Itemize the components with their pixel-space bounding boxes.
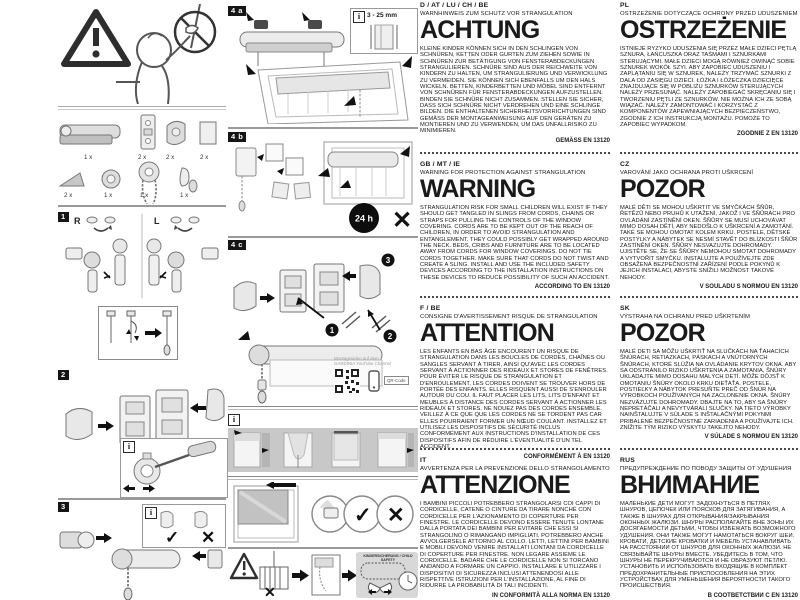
warning-heading: WARNING — [420, 175, 536, 203]
part-roller-blind — [58, 118, 124, 152]
standard-reference: CONFORMÉMENT À EN 13120 — [523, 453, 610, 460]
child-safety-strip — [228, 551, 418, 599]
operation-thumb-3 — [324, 428, 370, 472]
step-1-badge: 1 — [58, 212, 69, 222]
warning-block-ru — [620, 457, 798, 599]
part-qty: 1 x — [84, 154, 93, 161]
warning-body: I BAMBINI PICCOLI POTREBBERO STRANGOLARSI COI CAPPI DI CORDICELLE, CATENE O CINTURE DA TIRARE NONCHÉ CON CORDICELLE PER L'AZIONAMENTO DI COPERTURE PER FINESTRE. LE CORDICELLE DEVONO ESSERE TENUTE LONTANE DALLA PORTATA DEI BAMBINI PER EVITARE CHE ESSI SI STRANGOLINO O RIMANGANO IMPIGLIATI. POTREBBERO ANCHE AVVOLGERSELE ATTORNO AL COLLO. LETTI, LETTINI PER BAMBINI E MOBILI DEVONO VENIRE INSTALLATI LONTANI DA CORDICELLE DI COPERTURE PER FINESTRE. NON LEGARE ASSIEME LE CORDICELLE. BADARE CHE LE CORDICELLE NON SI TORCANO ANDANDO A FORMARE UN CAPPIO. INSTALLARE E UTILIZZARE I DISPOSITIVI DI SICUREZZA INCLUSI ATTENENDOSI ALLE RISPETTIVE ISTRUZIONI PER L'INSTALLAZIONE, AL FINE DI RIDURRE LA PROBABILITÀ DI TALI INCIDENTI. — [420, 501, 609, 590]
standard-reference: GEMÄSS EN 13120 — [555, 137, 610, 144]
warning-body: ISTNIEJE RYZYKO UDUSZENIA SIĘ PRZEZ MAŁE DZIECI PĘTLĄ SZNURA, ŁAŃCUSZKA ORAZ TAŚMAMI I SZNURKAMI STERUJĄCYMI. MAŁE DZIECI MOGĄ RÓWNIEŻ OWINĄĆ SOBIE SZNUREK WOKÓŁ SZYI. ABY ZAPOBIEC UDUSZENIU I ZAPLĄTANIU SIĘ W SZNUREK, NALEŻY TRZYMAĆ SZNURKI Z DALA OD ZASIĘGU DZIECI. ŁÓŻKA I ŁÓŻECZKA DZIECIĘCE ZNAJDUJĄCE SIĘ W POBLIŻU SZNURKÓW STERUJĄCYCH NALEŻY PRZESUNĄĆ. NALEŻY ZAPOBIEGAĆ SKRĘCANIU SIĘ I TWORZENIU PĘTLI ZE SZNURKÓW. NIE MOŻNA ICH ZE SOBĄ WIĄZAĆ. NALEŻY ZAMONTOWAĆ I KORZYSTAĆ Z KOMPONENTÓW ZAPEWNIAJĄCYCH BEZPIECZEŃSTWO, ZGODNIE Z ICH INSTRUKCJĄ MONTAŻU. POMOŻE TO ZAPOBIEC WYPADKOM. — [620, 46, 797, 129]
x-icon: ✕ — [264, 584, 276, 599]
step-marker-2: 2 — [387, 332, 393, 341]
part-qty: 1 x — [104, 192, 113, 199]
warning-heading: POZOR — [620, 175, 705, 203]
cure-time-label: 24 h — [354, 213, 374, 224]
part-qty: 1 x — [180, 192, 189, 199]
info-icon: i — [353, 11, 365, 23]
warning-column-1 — [420, 2, 610, 600]
standard-reference: V SÚLADE S NORMOU EN 13120 — [704, 434, 798, 441]
warning-heading: POZOR — [620, 319, 705, 347]
step-1-diagram — [58, 210, 226, 302]
part-qty: 2 x — [138, 154, 147, 161]
warning-block-gb — [420, 161, 610, 290]
chain-threading-diagram — [99, 307, 177, 359]
divider — [420, 152, 610, 154]
step-1 — [58, 210, 226, 302]
step-4b-badge: 4 b — [228, 132, 246, 142]
warning-body: МАЛЕНЬКИЕ ДЕТИ МОГУТ ЗАДОХНУТЬСЯ В ПЕТЛЯХ ШНУРОВ, ЦЕПОЧЕК ИЛИ ПОЯСКОВ ДЛЯ ЗАТЯГИВАНИЯ, А ТАКЖЕ В ШНУРАХ ДЛЯ ОТКРЫВАНИЯ/ЗАКРЫВАНИЯ ОКОННЫХ ЖАЛЮЗИ. ШНУРЫ РАСПОЛАГАЙТЕ ВНЕ ЗОНЫ ИХ ДОСЯГАЕМОСТИ ДЕТЬМИ, ЧТОБЫ ИЗБЕЖАТЬ ВОЗМОЖНОГО УДУШЕНИЯ. ОНИ ТАКЖЕ МОГУТ НАМОТАТЬСЯ ВОКРУГ ШЕИ. КРОВАТИ, ДЕТСКИЕ КРОВАТКИ И МЕБЕЛЬ УСТАНАВЛИВАТЬ НА РАССТОЯНИИ ОТ ШНУРОВ ДЛЯ ОКОННЫХ ЖАЛЮЗИ. НЕ СВЯЗЫВАЙТЕ ШНУРЫ ВМЕСТЕ. УБЕДИТЕСЬ В ТОМ, ЧТО ШНУРЫ НЕ ПЕРЕКРУЧИВАЮТСЯ И НЕ ОБРАЗУЮТ ПЕТЛЮ. УСТАНОВИТЬ И ИСПОЛЬЗОВАТЬ ВХОДЯЩИЕ В КОМПЛЕКТ ПРЕДОХРАНИТЕЛЬНЫЕ ПРИСПОСОБЛЕНИЯ НА ЭТИХ УСТРОЙСТВАХ ДЛЯ УМЕНЬШЕНИЯ ВЕРОЯТНОСТИ ТАКОГО ПРОИСШЕСТВИЯ. — [620, 501, 796, 590]
step-2-badge: 2 — [58, 370, 69, 380]
divider — [420, 448, 610, 450]
step-4a — [228, 6, 418, 124]
country-codes: RUS — [620, 457, 635, 464]
check-icon: ✓ — [354, 504, 372, 527]
warning-subtitle: VAROVÁNÍ JAKO OCHRANA PROTI UŠKRCENÍ — [620, 170, 754, 176]
country-codes: GB / MT / IE — [420, 161, 461, 168]
qr-caption-line2: GARDINIA YouTube Channel — [334, 361, 391, 366]
clamp-range-label: 3 - 25 mm — [367, 12, 397, 19]
warning-block-cz — [620, 161, 798, 290]
warning-subtitle: WARNHINWEIS ZUM SCHUTZ VOR STRANGULATION — [420, 11, 573, 17]
warning-subtitle: AVVERTENZA PER LA PREVENZIONE DELLO STRANGOLAMENTO — [420, 466, 610, 472]
right-option-label: R — [74, 216, 81, 226]
warning-block-de — [420, 2, 610, 144]
warning-body: MALÉ DĚTI SE MOHOU UŠKRTIT VE SMYČKÁCH ŠŇŮR, ŘETĚZŮ NEBO PRUHŮ K UTAŽENÍ, JAKOŽ I VE ŠŇŮRÁCH PRO OVLÁDÁNÍ ZASTÍNĚNÍ OKEN. ŠŇŮRY SE MUSÍ UCHOVÁVAT MIMO DOSAH DĚTÍ, ABY NEDOŠLO K UŠKRCENÍ A ZAMOTÁNÍ. TAKÉ SE MOHOU OMOTAT KOLEM KRKU. POSTELE, DĚTSKÉ POSTÝLKY A NÁBYTEK SE NESMÍ STAVĚT DO BLÍZKOSTI ŠŇŮR ZASTÍNĚNÍ OKEN. ŠŇŮRY NESVAZUJTE DOHROMADY. UJISTĚTE SE, ŽE SE ŠŇŮRY NEMOHOU SMOTAT DOHROMADY A VYTVOŘIT SMYČKU. INSTALUJTE A POUŽÍVEJTE ZDE OBSAŽENÁ BEZPEČNOSTNÍ ZAŘÍZENÍ PODLE POKYNŮ K JEJICH INSTALACI, ABYSTE SNÍŽILI MOŽNOST TAKOVÉ NEHODY. — [620, 205, 798, 281]
step-3-diagram — [58, 516, 226, 600]
part-clip-set — [176, 166, 200, 194]
step-4a-badge: 4 a — [228, 6, 246, 16]
warning-heading: ACHTUNG — [420, 16, 540, 44]
qr-caption-line1: Montagevideo auf dem — [334, 356, 379, 361]
divider — [620, 296, 798, 298]
warning-body: STRANGULATION RISK FOR SMALL CHILDREN WILL EXIST IF THEY SHOULD GET TANGLED IN SLINGS FROM CORDS, CHAINS OR STRAPS FOR PULLING THE CONTROLS OF THE WINDOW COVERING. CORDS ARE TO BE KEPT OUT OF THE REACH OF CHILDREN, IN ORDER TO AVOID STRANGULATION AND ENTANGLEMENT. THEY COULD POSSIBLY GET WRAPPED AROUND THE NECK. BEDS, CRIBS AND FURNITURE ARE TO BE LOCATED AWAY FROM CORDS FOR WINDOW COVERINGS. DO NOT TIE CORDS TOGETHER. MAKE SURE THAT CORDS DO NOT TWIST AND CREATE A SLING. INSTALL AND USE THE INCLUDED SAFETY DEVICES ACCORDING TO THE INSTALLATION INSTRUCTIONS ON THESE DEVICES TO REDUCE POSSIBILITY OF SUCH AN ACCIDENT. — [420, 205, 610, 281]
operation-thumbnails — [228, 428, 418, 472]
mounting-check-diagram — [228, 482, 418, 544]
standard-reference: ZGODNIE Z EN 13120 — [736, 131, 798, 138]
warning-body: MALÉ DETI SA MÔŽU UŠKRTIŤ NA SLUČKÁCH NA ŤAHACÍCH ŠNÚRACH, RETIAZKACH, PÁSKACH A VNÚTORNÝCH ŠNÚRACH, KTORÉ SLÚŽIA NA OVLÁDANIE KRYTOV OKNA. ABY SA ODSTRÁNILO RIZIKO UŠKRTENIA A ZAMOTANIA, ŠNÚRY UKLADAJTE MIMO DOSAHU MALÝCH DETÍ. MÔŽE DÔJSŤ K OMOTANIU ŠNÚRY OKOLO KRKU DIEŤAŤA. POSTELE, POSTIEĽKY A NÁBYTOK PRESUŇTE PREČ OD ŠNÚR NA VÝROBKOCH POUŽÍVANÝCH NA ZACLONENIE OKNA. ŠNÚRY NEZVÄZUJTE DOHROMADY. DBAJTE NA TO, ABY SA ŠNÚRY NEPRETÁČALI A NEVYTVÁRALI SLUČKY. NA TIETO VÝROBKY NAINŠTALUJTE V SÚLADE S INŠTALAČNÝMI POKYNMI PRIBALENÉ BEZPEČNOSTNÉ ZARIADENIA A POUŽÍVAJTE ICH. ZNÍŽITE TÝM RIZIKO VÝSKYTU TAKEJTO NEHODY. — [620, 349, 797, 432]
warning-block-sk — [620, 305, 798, 440]
warning-subtitle: WARNING FOR PROTECTION AGAINST STRANGULATION — [420, 170, 586, 176]
warning-body: LES ENFANTS EN BAS ÂGE ENCOURENT UN RISQUE DE STRANGULATION DANS LES BOUCLES DE CORDES, CHAÎNES OU SANGLES SERVANT À TIRER, AINSI QU'AVEC LES CORDES SERVANT À ACTIONNER DES RIDEAUX ET STORES DE FENÊTRES. POUR ÉVITER LE RISQUE DE STRANGULATION ET D'ENROULEMENT, LES CORDES DOIVENT SE TROUVER HORS DE PORTÉE DES ENFANTS. ELLES RISQUENT AUSSI DE S'ENROULER AUTOUR DU COU. IL FAUT PLACER LES LITS, LITS D'ENFANT ET MEUBLES À DISTANCE DES CORDES SERVANT À ACTIONNER LES RIDEAUX ET STORES. NE NOUEZ PAS DES CORDES ENSEMBLE. VEILLEZ À CE QUE QUE LES CORDES NE SE TORDENT PAS CAR ELLES POURRAIENT FORMER UN NŒUD COULANT. INSTALLEZ ET UTILISEZ LES DISPOSITIFS DE SÉCURITÉ INCLUS CONFORMÉMENT AUX INSTRUCTIONS D'INSTALLATION DE CES DISPOSITIFS AFIN DE RÉDUIRE L'ÉVENTUALITÉ D'UN TEL ACCIDENT. — [420, 349, 608, 451]
warning-subtitle: VÝSTRAHA NA OCHRANU PRED UŠKRTENÍM — [620, 314, 750, 320]
part-end-bracket — [164, 118, 188, 148]
part-qty: 2 x — [64, 192, 73, 199]
strangulation-hazard-illustration — [58, 4, 226, 104]
standard-reference: IN CONFORMITÀ ALLA NORMA EN 13120 — [491, 592, 610, 599]
divider — [620, 152, 798, 154]
warning-block-it — [420, 457, 610, 599]
country-codes: PL — [620, 2, 630, 9]
left-option-label: L — [154, 216, 160, 226]
step-3 — [58, 502, 226, 600]
phone-icon — [368, 370, 380, 392]
qr-code-label: QR-Code — [384, 376, 409, 385]
divider — [620, 448, 798, 450]
warning-column-2 — [620, 2, 798, 600]
divider — [420, 296, 610, 298]
warning-subtitle: OSTRZEŻENIE DOTYCZĄCE OCHRONY PRZED UDUSZENIEM — [620, 11, 798, 17]
part-spacer-plate — [198, 120, 218, 146]
warning-subtitle: CONSIGNE D'AVERTISSEMENT RISQUE DE STRANGULATION — [420, 314, 598, 320]
standard-reference: В СООТВЕТСТВИИ С EN 13120 — [707, 592, 798, 599]
country-codes: SK — [620, 305, 630, 312]
warning-block-fr — [420, 305, 610, 460]
part-bracket — [138, 114, 158, 152]
step-marker-3: 3 — [385, 256, 391, 265]
part-qty: 2 x — [166, 154, 175, 161]
part-adapter — [100, 168, 122, 190]
info-icon: i — [145, 507, 157, 519]
qr-video-block — [334, 356, 418, 402]
warning-heading: OSTRZEŻENIE — [620, 16, 787, 44]
info-icon: i — [123, 441, 135, 453]
country-codes: D / AT / LU / CH / BE — [420, 2, 489, 9]
operation-thumb-1 — [228, 428, 274, 472]
middle-diagram-column — [228, 0, 418, 600]
warning-heading: ATTENZIONE — [420, 471, 570, 499]
x-icon: ✕ — [201, 528, 216, 547]
child-safety-title: KINDERSICHERUNG / CHILD SAFETY — [363, 554, 413, 562]
chain-threading-box — [98, 306, 178, 360]
step-3-badge: 3 — [58, 502, 69, 512]
warning-block-pl — [620, 2, 798, 137]
x-icon: ✕ — [387, 504, 405, 527]
step-4c-badge: 4 c — [228, 240, 246, 250]
warning-heading: ATTENTION — [420, 319, 554, 347]
adjustment-diagram — [121, 439, 227, 497]
country-codes: CZ — [620, 161, 630, 168]
step-4b-diagram — [228, 136, 418, 234]
parts-list — [58, 112, 226, 206]
part-chain-drive — [134, 160, 164, 206]
qr-code-icon — [334, 368, 360, 394]
child-head — [137, 33, 171, 67]
step-4a-diagram — [228, 10, 418, 124]
x-icon: ✕ — [392, 207, 413, 234]
country-codes: IT — [420, 457, 427, 464]
country-codes: F / BE — [420, 305, 441, 312]
warning-heading: ВНИМАНИЕ — [620, 471, 760, 499]
step-4b — [228, 132, 418, 234]
operation-thumb-2 — [276, 428, 322, 472]
warning-subtitle: ПРЕДУПРЕЖДЕНИЕ ПО ПОВОДУ ЗАЩИТЫ ОТ УДУШЕНИЯ — [620, 466, 792, 472]
info-icon: i — [228, 414, 240, 426]
standard-reference: V SOULADU S NORMOU EN 13120 — [699, 284, 798, 291]
check-icon: ✓ — [165, 528, 180, 547]
part-qty: 2 x — [200, 154, 209, 161]
left-diagram-column — [58, 0, 226, 600]
adjustment-info-box — [120, 438, 228, 498]
step-marker-1: 1 — [329, 326, 335, 335]
warning-body: KLEINE KINDER KÖNNEN SICH IN DEN SCHLINGEN VON SCHNÜREN, KETTEN ODER GURTEN ZUM ZIEHEN SOWIE IN SCHNÜREN ZUR BETÄTIGUNG VON FENSTERABDECKUNGEN STRANGULIEREN. SCHNÜRE SIND AUS DER REICHWEITE VON KINDERN ZU HALTEN, UM STRANGULIERUNG UND VERWICKLUNG ZU VERMEIDEN. SIE KÖNNEN SICH EBENFALLS UM DEN HALS WICKELN. BETTEN, KINDERBETTEN UND MÖBEL SIND ENTFERNT VON SCHNÜREN FÜR FENSTERABDECKUNGEN AUFZUSTELLEN. BINDEN SIE SCHNÜRE NICHT ZUSAMMEN. STELLEN SIE SICHER, DASS SICH SCHNÜRE NICHT VERDREHEN UND EINE SCHLINGE BILDEN. DIE ENTHALTENEN SICHERHEITSVORRICHTUNGEN SIND GEMÄSS DER MONTAGEANWEISUNG AUF DEN GERÄTEN ZU MONTIEREN UND ZU VERWENDEN, UM DAS UNFALLRISIKO ZU MINIMIEREN. — [420, 46, 608, 135]
part-qty: 1 x — [140, 192, 149, 199]
part-wedge — [58, 170, 86, 190]
standard-reference: ACCORDING TO EN 13120 — [534, 284, 610, 291]
operation-thumb-4 — [372, 428, 418, 472]
